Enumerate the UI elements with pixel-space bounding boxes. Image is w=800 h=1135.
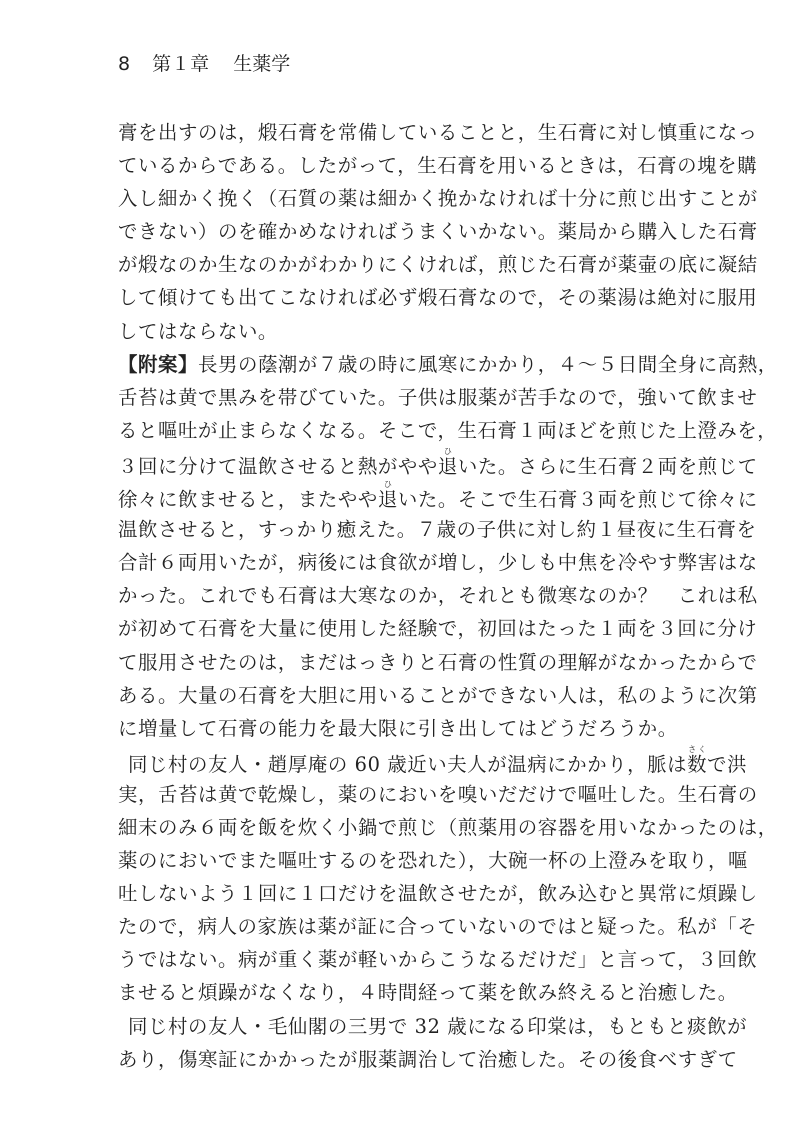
text-line: 吐しないよう１回に１口だけを温飲させたが，飲み込むと異常に煩躁し xyxy=(118,882,758,906)
text-line: 細末のみ６両を飯を炊く小鍋で煎じ（煎薬用の容器を用いなかったのは， xyxy=(118,815,778,839)
ruby-annotation xyxy=(687,744,708,776)
text-line: かった。これでも石膏は大寒なのか，それとも微寒なのか？ これは私 xyxy=(118,584,758,608)
text-span: 徐々に飲ませると，またやや xyxy=(118,488,378,512)
text-line: 舌苔は黄で黒みを帯びていた。子供は服薬が苦手なので，強いて飲ませ xyxy=(118,385,758,409)
case-note-label: 【附案】 xyxy=(118,352,198,376)
text-span: いた。そこで生石膏３両を煎じて徐々に xyxy=(397,488,758,512)
text-line: て服用させたのは，まだはっきりと石膏の性質の理解がなかったからで xyxy=(118,650,758,674)
ruby-base: 退 xyxy=(437,454,458,478)
text-line xyxy=(118,348,778,381)
text-line: ているからである。したがって，生石膏を用いるときは，石膏の塊を購 xyxy=(118,154,758,178)
paragraph xyxy=(118,1010,748,1076)
text-line: が初めて石膏を大量に使用した経験で，初回はたった１両を３回に分け xyxy=(118,617,758,641)
ruby-base: 退 xyxy=(377,488,398,512)
ruby-annotation xyxy=(377,480,398,512)
ruby-text: さく xyxy=(687,744,708,754)
text-line: が煅なのか生なのかがわかりにくければ，煎じた石膏が薬壷の底に凝結 xyxy=(118,253,758,277)
text-span: ３回に分けて温飲させると熱がやや xyxy=(118,454,438,478)
paragraph-continuation xyxy=(118,116,758,348)
ruby-base: 数 xyxy=(687,752,708,776)
case-note-paragraph xyxy=(118,348,778,745)
text-span: いた。さらに生石膏２両を煎じて xyxy=(457,454,758,478)
text-line: ある。大量の石膏を大胆に用いることができない人は，私のように次第 xyxy=(118,683,758,707)
ruby-text: ひ xyxy=(377,480,398,490)
text-line: してはならない。 xyxy=(118,319,278,343)
ruby-annotation xyxy=(437,446,458,478)
running-header xyxy=(118,52,290,76)
chapter-number: 第１章 xyxy=(152,53,210,75)
text-line: 膏を出すのは，煅石膏を常備していることと，生石膏に対し慎重になっ xyxy=(118,121,758,144)
text-line: たので，病人の家族は薬が証に合っていないのではと疑った。私が「そ xyxy=(118,915,758,939)
text-line-with-ruby xyxy=(118,446,758,480)
text-line: できない）のを確かめなければうまくいかない。薬局から購入した石膏 xyxy=(118,220,758,244)
text-line: 合計６両用いたが，病後には食欲が増し，少しも中焦を冷やす弊害はな xyxy=(118,551,758,575)
ruby-text: ひ xyxy=(437,446,458,456)
text-span: で洪 xyxy=(707,752,748,776)
text-line: 入し細かく挽く（石質の薬は細かく挽かなければ十分に煎じ出すことが xyxy=(118,187,758,211)
text-span: 同じ村の友人・趙厚庵の 60 歳近い夫人が温病にかかり，脈は xyxy=(128,752,688,776)
text-line: 薬のにおいでまた嘔吐するのを恐れた），大碗一杯の上澄みを取り，嘔 xyxy=(118,849,748,873)
text-line-with-ruby xyxy=(118,744,748,778)
text-line: 温飲させると，すっかり癒えた。７歳の子供に対し約１昼夜に生石膏を xyxy=(118,518,757,542)
text-line: あり，傷寒証にかかったが服薬調治して治癒した。その後食べすぎて xyxy=(118,1047,738,1071)
text-line: 実，舌苔は黄で乾燥し，薬のにおいを嗅いだだけで嘔吐した。生石膏の xyxy=(118,782,758,806)
text-line: うではない。病が重く薬が軽いからこうなるだけだ」と言って，３回飲 xyxy=(118,948,758,972)
text-line: に増量して石膏の能力を最大限に引き出してはどうだろうか。 xyxy=(118,716,678,740)
page-number: 8 xyxy=(118,53,131,75)
text-line-with-ruby xyxy=(118,480,758,513)
text-line: ると嘔吐が止まらなくなる。そこで，生石膏１両ほどを煎じた上澄みを， xyxy=(118,418,778,442)
paragraph xyxy=(118,744,778,1010)
text-line: ませると煩躁がなくなり，４時間経って薬を飲み終えると治癒した。 xyxy=(118,981,738,1005)
chapter-title: 生薬学 xyxy=(233,53,291,75)
text-span: 長男の蔭潮が７歳の時に風寒にかかり，４～５日間全身に高熱， xyxy=(197,352,778,376)
body-text xyxy=(118,116,778,1076)
text-line: して傾けても出てこなければ必ず煅石膏なので，その薬湯は絶対に服用 xyxy=(118,286,758,310)
text-line: 同じ村の友人・毛仙閣の三男で 32 歳になる印棠は，もともと痰飲が xyxy=(128,1014,748,1038)
